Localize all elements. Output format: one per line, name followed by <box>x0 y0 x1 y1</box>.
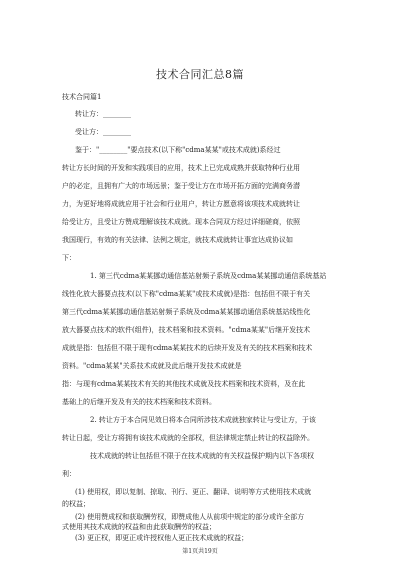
item-3-line: (3) 更正权，即更正或许授权他人更正技术成就的权益； <box>75 534 249 542</box>
document-title: 技术合同汇总8篇 <box>156 68 244 81</box>
body-line: 技术成就的转让包括但不限于在技术成就的有关权益保护期内以下各项权 <box>90 452 314 460</box>
page-footer: 第1页共19页 <box>182 548 218 555</box>
body-line: 我国现行，有效的有关法律、法例之规定，就技术成就转让事宜达成协议如 <box>62 236 293 244</box>
body-line: 的权益； <box>62 500 90 508</box>
body-line: 转让方长时间的开发和实践项目的应用，技术上已完成成熟并获取特种行业用 <box>62 164 300 172</box>
body-line: 下： <box>62 254 76 262</box>
assignor-line: 转让方：________ <box>75 110 131 118</box>
clause-2-line: 2. 转让方于本合同见效日将本合同所涉技术成就独家转让与受让方，于该 <box>90 416 316 424</box>
body-line: 成就是指：包括但不限于现有cdma某某技术的后续开发及有关的技术档案和技术 <box>62 344 313 352</box>
clause-1-line: 1. 第三代cdma某某挪动通信基站射频子系统及cdma某某挪动通信系统基站 <box>90 272 327 280</box>
body-line: 转让日起，受让方将拥有该技术成就的全部权，但法律规定禁止转让的权益除外。 <box>62 434 314 442</box>
body-line: 户的必定，且拥有广大的市场远景；鉴于受让方在市场开拓方面的完满商务潜 <box>62 182 300 190</box>
assignee-line: 受让方：________ <box>75 128 131 136</box>
body-line: 基础上的后继开发及有关的技术档案和技术资料。 <box>62 398 216 406</box>
body-line: 第三代cdma某某挪动通信基站射频子系统及cdma某某挪动通信系统基站线性化 <box>62 308 311 316</box>
item-1-line: (1) 使用权，即以复制、掠取、刊行、更正、翻译、说明等方式使用技术成就 <box>75 488 312 496</box>
body-line: 给受让方，且受让方赞成理解该技术成就。现本合同双方经过详细磋商，依照 <box>62 218 300 226</box>
body-line: 放大器要点技术的软件(组件)，技术档案和技术资料。"cdma某某"后继开发技术 <box>62 326 311 334</box>
item-2-line: (2) 使用赞成权和获取酬劳权，即赞成他人从前项中规定的部分或许全部方 <box>75 513 305 521</box>
body-line: 线性化放大器要点技术(以下称"cdma某某"或技术成就)是指：包括但不限于有关 <box>62 290 311 298</box>
body-line: 利： <box>62 470 76 478</box>
body-line: 鉴于："________"要点技术(以下称"cdma某某"或技术成就)系经过 <box>75 146 281 154</box>
body-line: 式使用其技术成就的权益和由此获取酬劳的权益； <box>62 523 216 531</box>
body-line: 资料。"cdma某某"关系技术成就及此后继开发技术成就是 <box>62 362 242 370</box>
body-line: 力，为更好地将成就应用于社会和行业用户，转让方愿意将该项技术成就转让 <box>62 200 300 208</box>
body-line: 指：与现有cdma某某技术有关的其他技术成就及技术档案和技术资料，及在此 <box>62 380 306 388</box>
section-heading: 技术合同篇1 <box>62 93 102 101</box>
